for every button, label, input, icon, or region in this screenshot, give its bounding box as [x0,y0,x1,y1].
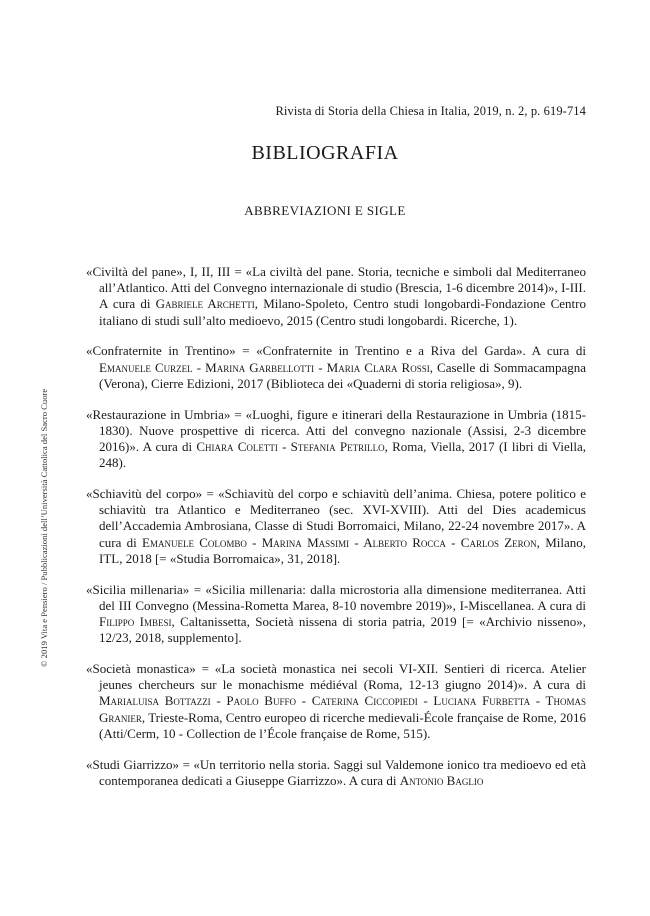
editors: Chiara Coletti - Stefania Petrillo [196,439,385,455]
editors: Marialuisa Bottazzi - Paolo Buffo - Caterina Ciccopiedi - Luciana Furbetta - Thomas Granier [99,693,586,725]
bibliography-list [86,264,586,804]
bibliography-entry: «Restaurazione in Umbria» = «Luoghi, figure e itinerari della Restaurazione in Umbria (1815- 1830). Nuove prospettive di ricerca. Atti del convegno nazionale (Assisi, 2-3 dicembre 2016)». A cura di Chiara Coletti - Stefania Petrillo, Roma, Viella, 2017 (I libri di Viella, 248). [86,406,587,471]
running-head: Rivista di Storia della Chiesa in Italia, 2019, n. 2, p. 619-714 [275,104,586,118]
section-title: ABBREVIAZIONI E SIGLE [244,203,406,218]
bibliography-entry: «Schiavitù del corpo» = «Schiavitù del corpo e schiavitù dell’anima. Chiesa, potere politico e schiavitù tra Atlantico e Mediterraneo (sec. XVI-XVIII). Atti del Dies academicus dell’Accademia Ambrosiana, Classe di Studi Borromaici, Milano, 22-24 novembre 2017». A cura di Emanuele Colombo - Marina Massimi - Alberto Rocca - Carlos Zeron, Milano, ITL, 2018 [= «Studia Borromaica», 31, 2018]. [86,486,586,566]
bibliography-entry: «Civiltà del pane», I, II, III = «La civiltà del pane. Storia, tecniche e simboli dal Mediterraneo all’Atlantico. Atti del Convegno internazionale di studio (Brescia, 1-6 dicembre 2014)», I-III. A cura di Gabriele Archetti, Milano-Spoleto, Centro studi longobardi-Fondazione Centro italiano di studi sull’alto medioevo, 2015 (Centro studi longobardi. Ricerche, 1). [86,264,586,328]
editors: Gabriele Archetti [155,296,255,312]
bibliography-entry: «Sicilia millenaria» = «Sicilia millenaria: dalla microstoria alla dimensione mediterranea. Atti del III Convegno (Messina-Rometta Marea, 8-10 novembre 2019)», I-Miscellanea. A cura di Filippo Imbesi, Caltanissetta, Società nissena di storia patria, 2019 [= «Archivio nisseno», 12/23, 2018, supplemento]. [86,581,586,646]
editors: Emanuele Curzel - Marina Garbellotti - Maria Clara Rossi [99,359,430,375]
bibliography-entry: «Confraternite in Trentino» = «Confraternite in Trentino e a Riva del Garda». A cura di Emanuele Curzel - Marina Garbellotti - Maria Clara Rossi, Caselle di Sommacampagna (Verona), Cierre Edizioni, 2017 (Biblioteca dei «Quaderni di storia religiosa», 9). [86,343,586,391]
editors: Filippo Imbesi [99,614,172,630]
bibliography-entry: «Studi Giarrizzo» = «Un territorio nella storia. Saggi sul Valdemone ionico tra medioevo ed età contemporanea dedicati a Giuseppe Giarrizzo». A cura di Antonio Baglio [86,756,586,788]
document-page: Rivista di Storia della Chiesa in Italia, 2019, n. 2, p. 619-714 BIBLIOGRAFIA ABBREVIAZIONI E SIGLE «Civiltà del pane», I, II, III = «La civiltà del pane. Storia, tecniche e simboli dal Mediterraneo all’Atlantico. Atti del Convegno internazionale di studio (Brescia, 1-6 dicembre 2014)», I-III. A cura di Gabriele Archetti, Milano-Spoleto, Centro studi longobardi-Fondazione Centro italiano di studi sull’alto medioevo, 2015 (Centro studi longobardi. Ricerche, 1). «Confraternite in Trentino» = «Confraternite in Trentino e a Riva del Garda». A cura di Emanuele Curzel - Marina Garbellotti - Maria Clara Rossi, Caselle di Sommacampagna (Verona), Cierre Edizioni, 2017 (Biblioteca dei «Quaderni di storia religiosa», 9). «Restaurazione in Umbria» = «Luoghi, figure e itinerari della Restaurazione in Umbria (1815- 1830). Nuove prospettive di ricerca. Atti del convegno nazionale (Assisi, 2-3 dicembre 2016)». A cura di Chiara Coletti - Stefania Petrillo, Roma, Viella, 2017 (I libri di Viella, 248). «Schiavitù del corpo» = «Schiavitù del corpo e schiavitù dell’anima. Chiesa, potere politico e schiavitù tra Atlantico e Mediterraneo (sec. XVI-XVIII). Atti del Dies academicus dell’Accademia Ambrosiana, Classe di Studi Borromaici, Milano, 22-24 novembre 2017». A cura di Emanuele Colombo - Marina Massimi - Alberto Rocca - Carlos Zeron, Milano, ITL, 2018 [= «Studia Borromaica», 31, 2018]. «Sicilia millenaria» = «Sicilia millenaria: dalla microstoria alla dimensione mediterranea. Atti del III Convegno (Messina-Rometta Marea, 8-10 novembre 2019)», I-Miscellanea. A cura di Filippo Imbesi, Caltanissetta, Società nissena di storia patria, 2019 [= «Archivio nisseno», 12/23, 2018, supplemento]. «Società monastica» = «La società monastica nei secoli VI-XII. Sentieri di ricerca. Atelier jeunes chercheurs sur le monachisme médiéval (Roma, 12-13 giugno 2014)». A cura di Marialuisa Bottazzi - Paolo Buffo - Caterina Ciccopiedi - Luciana Furbetta - Thomas Granier, Trieste-Roma, Centro europeo di ricerche medievali-École française de Rome, 2016 (Atti/Cerm, 10 - Collection de l’École française de Rome, 515). «Studi Giarrizzo» = «Un territorio nella storia. Saggi sul Valdemone ionico tra medioevo ed età contemporanea dedicati a Giuseppe Giarrizzo». A cura di Antonio Baglio © 2019 Vita e Pensiero / Pubblicazioni dell’Università Cattolica del Sacro Cuore [0,0,650,916]
editors: Antonio Baglio [399,772,484,788]
editors: Emanuele Colombo - Marina Massimi - Alberto Rocca - Carlos Zeron [142,534,537,550]
bibliography-entry: «Società monastica» = «La società monastica nei secoli VI-XII. Sentieri di ricerca. Atelier jeunes chercheurs sur le monachisme médiéval (Roma, 12-13 giugno 2014)». A cura di Marialuisa Bottazzi - Paolo Buffo - Caterina Ciccopiedi - Luciana Furbetta - Thomas Granier, Trieste-Roma, Centro europeo di ricerche medievali-École française de Rome, 2016 (Atti/Cerm, 10 - Collection de l’École française de Rome, 515). [86,661,586,741]
page-title: BIBLIOGRAFIA [251,142,399,164]
